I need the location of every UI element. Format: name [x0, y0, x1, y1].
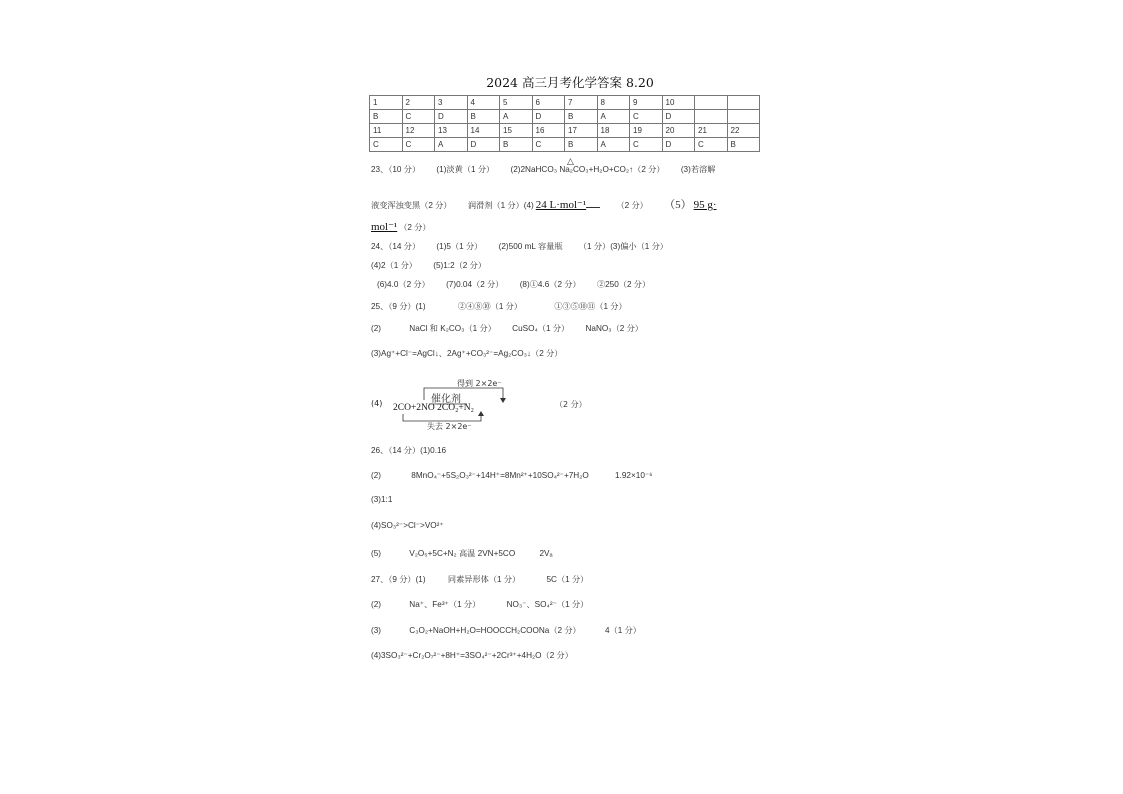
answer-table-cell: A: [500, 110, 533, 124]
answer-table-cell: 3: [435, 96, 468, 110]
q26-line-4: [371, 520, 458, 530]
answer-table-cell: 1: [370, 96, 403, 110]
q23-line-3: [371, 220, 445, 233]
q27-part-3-value: 4（1 分）: [605, 626, 641, 635]
answer-table-row: [370, 96, 760, 110]
answer-table-cell: D: [532, 110, 565, 124]
q23-part-3-cont: 液变浑浊变黑（2 分）: [371, 201, 452, 210]
q23-part-1: (1)淡黄（1 分）: [436, 165, 495, 174]
q27-part-2b: NO₃⁻、SO₄²⁻（1 分）: [506, 600, 589, 609]
answer-table-cell: 10: [662, 96, 695, 110]
q23-part-2: (2)2NaHCO₃ Na₂CO₃+H₂O+CO₂↑（2 分）: [510, 165, 665, 174]
q26-line-2: [371, 470, 667, 480]
q27-line-1: [371, 574, 602, 585]
q26-part-2-label: (2): [371, 471, 382, 480]
q24-part-4: (4)2（1 分）: [371, 261, 417, 270]
answer-table-cell: 15: [500, 124, 533, 138]
q25-part-4-label: (4): [371, 399, 383, 408]
q25-line-3: [371, 348, 576, 359]
q25-part-2-label: (2): [371, 324, 382, 333]
answer-table-cell: 22: [727, 124, 760, 138]
q23-part-3: (3)若溶解: [680, 165, 716, 174]
answer-table-cell: 2: [402, 96, 435, 110]
answer-table-cell: [727, 96, 760, 110]
answer-table-cell: [727, 110, 760, 124]
q25-part-1b: ①③⑤⑩⑪（1 分）: [554, 302, 627, 311]
answer-table-cell: B: [370, 110, 403, 124]
q27-line-3: [371, 625, 655, 636]
answer-table-row: [370, 138, 760, 152]
q23-score-5: （2 分）: [399, 223, 431, 232]
answer-table-cell: D: [467, 138, 500, 152]
q26-part-2-value: 1.92×10⁻⁶: [615, 471, 653, 480]
q25-part-2b: CuSO₄（1 分）: [512, 324, 570, 333]
electron-loss-label: 失去 2×2e⁻: [427, 422, 472, 431]
q27-part-2a: Na⁺、Fe³⁺（1 分）: [409, 600, 481, 609]
q26-line-1: [371, 445, 460, 456]
q27-part-1a: 同素异形体（1 分）: [447, 575, 521, 584]
answer-table-cell: 20: [662, 124, 695, 138]
q23-answer-5: 95 g·: [693, 199, 717, 211]
q26-part-3: (3)1:1: [371, 495, 393, 504]
q23-heading: 23、（10 分）: [371, 165, 421, 174]
answer-table-cell: B: [727, 138, 760, 152]
answer-table-cell: B: [500, 138, 533, 152]
q25-line-2: [371, 323, 657, 334]
q26-part-4: (4)SO₃²⁻>Cl⁻>VO²⁺: [371, 521, 444, 530]
answer-table-cell: 8: [597, 96, 630, 110]
answer-table-cell: 4: [467, 96, 500, 110]
answer-blank-line: [586, 198, 600, 208]
answer-table-cell: 11: [370, 124, 403, 138]
answer-table-cell: 14: [467, 124, 500, 138]
answer-table-cell: C: [695, 138, 728, 152]
q27-heading: 27、（9 分）(1): [371, 575, 426, 584]
q23-label-5: （5）: [664, 199, 692, 211]
electron-gain-label: 得到 2×2e⁻: [457, 379, 502, 388]
q23-part-3b: 润滑剂（1 分）(4): [467, 201, 534, 210]
q27-line-4: [371, 650, 587, 661]
q24-part-3: （1 分）(3)偏小（1 分）: [578, 242, 668, 251]
answer-table-cell: [695, 96, 728, 110]
redox-electron-transfer-diagram: [371, 374, 631, 434]
q24-part-2: (2)500 mL 容量瓶: [498, 242, 563, 251]
page-title: 2024 高三月考化学答案 8.20: [486, 75, 654, 90]
answer-table-cell: C: [630, 138, 663, 152]
answer-table-cell: D: [435, 110, 468, 124]
q25-part-2a: NaCl 和 K₂CO₃（1 分）: [409, 324, 496, 333]
q26-line-5: [371, 548, 567, 559]
q26-part-5-value: 2Vₐ: [539, 549, 553, 558]
answer-table-cell: 13: [435, 124, 468, 138]
q24-part-5: (5)1:2（2 分）: [433, 261, 487, 270]
answer-table-cell: 21: [695, 124, 728, 138]
answer-table-cell: 6: [532, 96, 565, 110]
answer-table-cell: C: [370, 138, 403, 152]
q23-line-2: [371, 196, 731, 212]
answer-table-cell: 9: [630, 96, 663, 110]
q24-part-1: (1)5（1 分）: [436, 242, 483, 251]
q25-score-4: （2 分）: [555, 400, 587, 409]
q26-line-3: [371, 495, 406, 504]
answer-table-cell: C: [402, 110, 435, 124]
q25-line-1: [371, 301, 641, 312]
q23-answer-5-unit: mol⁻¹: [371, 221, 398, 233]
answer-table-cell: C: [630, 110, 663, 124]
q24-line-2: [371, 260, 500, 271]
q27-line-2: [371, 599, 602, 610]
q24-part-7: (7)0.04（2 分）: [446, 280, 504, 289]
q26-part-5-equation: V₂O₅+5C+N₂ 高温 2VN+5CO: [409, 549, 516, 558]
answer-table: [369, 95, 760, 152]
answer-table-cell: 12: [402, 124, 435, 138]
answer-table-cell: 17: [565, 124, 598, 138]
q23-answer-4: 24 L·mol⁻¹: [535, 199, 587, 211]
answer-table-cell: D: [662, 110, 695, 124]
q24-line-3: [377, 279, 664, 290]
answer-table-cell: A: [435, 138, 468, 152]
q26-part-2-equation: 8MnO₄⁻+5S₂O₃²⁻+14H⁺=8Mn²⁺+10SO₄²⁻+7H₂O: [411, 471, 589, 480]
answer-table-cell: A: [597, 110, 630, 124]
q24-part-8a: (8)①4.6（2 分）: [519, 280, 581, 289]
catalyst-label: 催化剂: [431, 394, 461, 405]
redox-equation: 2CO+2NO 2CO₂+N₂: [393, 403, 474, 413]
answer-table-cell: C: [402, 138, 435, 152]
answer-table-cell: A: [597, 138, 630, 152]
q25-part-3: (3)Ag⁺+Cl⁻=AgCl↓、2Ag⁺+CO₃²⁻=Ag₂CO₃↓（2 分）: [371, 349, 563, 358]
q27-part-2-label: (2): [371, 600, 382, 609]
answer-table-row: [370, 124, 760, 138]
q23-line-1: [371, 164, 729, 175]
q24-part-8b: ②250（2 分）: [596, 280, 651, 289]
electron-transfer-arrows: [371, 374, 631, 434]
answer-table-cell: C: [532, 138, 565, 152]
answer-table-cell: B: [467, 110, 500, 124]
q24-heading: 24、（14 分）: [371, 242, 421, 251]
answer-table-cell: [695, 110, 728, 124]
q26-heading: 26、（14 分）(1)0.16: [371, 446, 447, 455]
q25-heading: 25、（9 分）(1): [371, 302, 426, 311]
q24-line-1: [371, 241, 682, 252]
answer-table-cell: B: [565, 110, 598, 124]
answer-table-cell: 7: [565, 96, 598, 110]
answer-table-cell: 19: [630, 124, 663, 138]
answer-table-cell: 16: [532, 124, 565, 138]
q27-part-4: (4)3SO₃²⁻+Cr₂O₇²⁻+8H⁺=3SO₄²⁻+2Cr³⁺+4H₂O（2 分）: [371, 651, 573, 660]
q24-part-6: (6)4.0（2 分）: [377, 280, 430, 289]
q27-part-3-label: (3): [371, 626, 382, 635]
answer-table-cell: 18: [597, 124, 630, 138]
answer-table-row: [370, 110, 760, 124]
answer-table-cell: D: [662, 138, 695, 152]
heating-triangle-icon: △: [567, 157, 574, 167]
q27-part-1b: 5C（1 分）: [546, 575, 589, 584]
answer-table-cell: B: [565, 138, 598, 152]
answer-table-cell: 5: [500, 96, 533, 110]
q26-part-5-label: (5): [371, 549, 382, 558]
q25-part-2c: NaNO₃（2 分）: [585, 324, 643, 333]
q23-score-4: （2 分）: [616, 201, 648, 210]
q27-part-3-equation: C₃O₂+NaOH+H₂O=HOOCCH₂COONa（2 分）: [409, 626, 581, 635]
q25-part-1a: ②④⑧⑩（1 分）: [457, 302, 523, 311]
